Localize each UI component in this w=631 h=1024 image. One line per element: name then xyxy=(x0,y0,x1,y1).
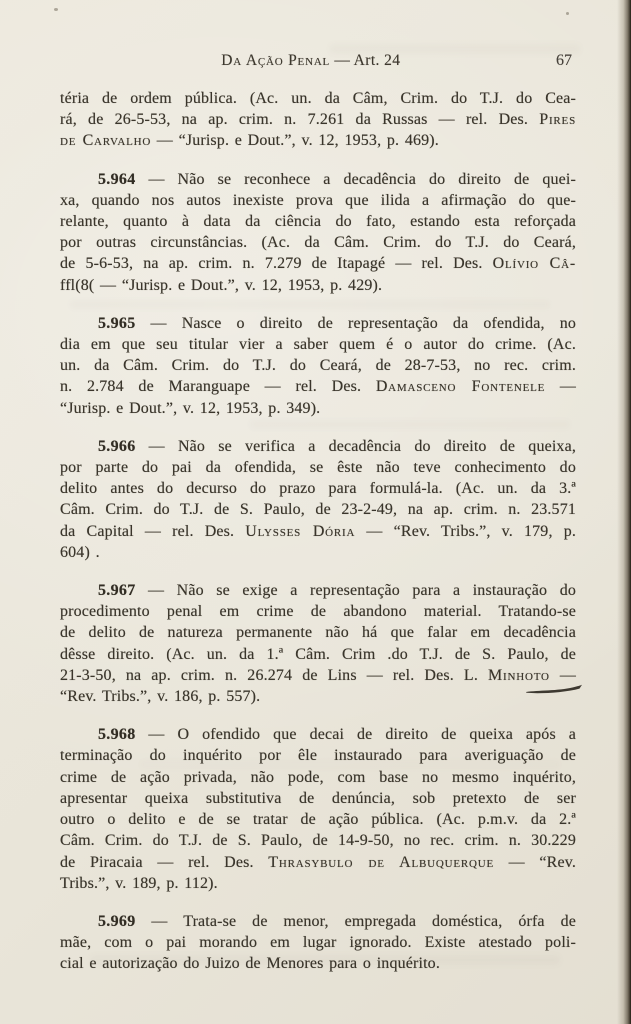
text-segment: Câm. Crim. do T.J. de S. Paulo, de 23-2-49, na ap. crim. n. 23.571 xyxy=(60,501,576,519)
item-number: 5.968 xyxy=(98,726,136,744)
running-title xyxy=(221,52,400,70)
text-segment: n. 2.784 de Maranguape — rel. Des. xyxy=(60,378,376,396)
text-line xyxy=(60,745,576,766)
item-number: 5.969 xyxy=(98,912,136,930)
text-line xyxy=(60,665,576,686)
text-line xyxy=(60,355,576,376)
text-line xyxy=(60,852,576,873)
text-segment: — “Jurisp. e Dout.”, v. 12, 1953, p. 469). xyxy=(151,132,439,150)
text-line xyxy=(60,911,576,932)
text-line xyxy=(60,809,576,830)
text-segment: dia em que seu titular vier a saber quem é o autor do crime. (Ac. xyxy=(60,336,576,354)
text-line xyxy=(60,436,576,457)
item-number: 5.964 xyxy=(98,170,136,188)
text-segment: un. da Câm. Crim. do T.J. do Ceará, de 28-7-53, no rec. crim. xyxy=(60,357,576,375)
text-segment: dêsse direito. (Ac. un. da 1.ª Câm. Crim .do T.J. de S. Paulo, de xyxy=(60,645,576,663)
paragraph xyxy=(60,911,576,975)
text-line xyxy=(60,542,576,563)
text-line xyxy=(60,457,576,478)
text-segment: da Capital — rel. Des. xyxy=(60,522,246,540)
text-line xyxy=(60,932,576,953)
text-segment: — Nasce o direito de representação da ofendida, no xyxy=(135,314,576,332)
text-line xyxy=(60,521,576,542)
text-line xyxy=(60,275,576,296)
page-body xyxy=(60,88,576,975)
person-name: Pires xyxy=(539,111,576,129)
text-segment: — xyxy=(545,378,576,396)
text-segment: — xyxy=(549,666,576,684)
text-line xyxy=(60,376,576,397)
text-segment: terminação do inquérito por êle instaurado para averiguação de xyxy=(60,747,576,765)
text-line xyxy=(60,499,576,520)
text-segment: téria de ordem pública. (Ac. un. da Câm, Crim. do T.J. do Cea- xyxy=(60,90,576,107)
text-segment: procedimento penal em crime de abandono material. Tratando-se xyxy=(60,603,576,621)
page-edge-shadow xyxy=(617,0,631,1024)
text-segment: Tribs.”, v. 189, p. 112). xyxy=(60,874,218,892)
text-line xyxy=(60,622,576,643)
text-segment: relante, quanto à data da ciência do fato, estando esta reforçada xyxy=(60,213,576,231)
text-segment: rá, de 26-5-53, na ap. crim. n. 7.261 da Russas — rel. Des. xyxy=(60,111,540,129)
text-segment: xa, quando nos autos inexiste prova que ilida a afirmação do que- xyxy=(60,191,576,209)
text-segment: de 5-6-53, na ap. crim. n. 7.279 de Itapagé — rel. Des. xyxy=(60,255,493,273)
paragraph xyxy=(60,436,576,563)
text-line xyxy=(60,398,576,419)
text-line xyxy=(60,686,576,707)
text-line xyxy=(60,873,576,894)
page-header xyxy=(60,52,576,74)
text-segment: “Rev. Tribs.”, v. 186, p. 557). xyxy=(60,688,261,706)
text-line xyxy=(60,580,576,601)
paragraph xyxy=(60,169,576,296)
text-line xyxy=(60,478,576,499)
paragraph xyxy=(60,580,576,707)
text-segment: — O ofendido que decai de direito de queixa após a xyxy=(135,726,576,744)
text-line xyxy=(60,88,576,109)
text-segment: — Trata-se de menor, empregada doméstica, órfa de xyxy=(135,912,576,930)
text-segment: 21-3-50, na ap. crim. n. 26.274 de Lins — rel. Des. L. xyxy=(60,666,489,684)
text-segment: — Não se reconhece a decadência do direito de quei- xyxy=(135,170,576,188)
person-name: Olívio Câ- xyxy=(492,255,576,273)
text-segment: 604) . xyxy=(60,543,100,561)
text-line xyxy=(60,232,576,253)
text-line xyxy=(60,211,576,232)
text-line xyxy=(60,788,576,809)
person-name: Damasceno Fontenele xyxy=(375,378,546,396)
text-segment: ffl(8( — “Jurisp. e Dout.”, v. 12, 1953, p. 429). xyxy=(60,276,383,294)
text-line xyxy=(60,169,576,190)
text-line xyxy=(60,334,576,355)
text-line xyxy=(60,190,576,211)
paragraph xyxy=(60,313,576,419)
text-segment: delito antes do decurso do prazo para formulá-la. (Ac. un. da 3.ª xyxy=(60,480,576,498)
person-name: Thrasybulo de Albuquerque xyxy=(268,853,495,871)
paper-speck xyxy=(54,8,58,11)
text-segment: por parte do pai da ofendida, se êste não teve conhecimento do xyxy=(60,459,576,477)
text-line xyxy=(60,253,576,274)
text-segment: de delito de natureza permanente não há que falar em decadência xyxy=(60,624,576,642)
text-line xyxy=(60,644,576,665)
text-segment: — “Rev. xyxy=(494,853,576,871)
item-number: 5.967 xyxy=(98,582,136,600)
text-line xyxy=(60,109,576,130)
text-segment: apresentar queixa substitutiva de denúncia, sob pretexto de ser xyxy=(60,789,576,807)
paragraph xyxy=(60,724,576,894)
text-segment: — Não se verifica a decadência do direito de queixa, xyxy=(135,437,576,455)
text-segment: — “Rev. Tribs.”, v. 179, p. xyxy=(355,522,576,540)
text-segment: de Piracaia — rel. Des. xyxy=(60,853,269,871)
item-number: 5.966 xyxy=(98,437,136,455)
text-segment: “Jurisp. e Dout.”, v. 12, 1953, p. 349). xyxy=(60,399,321,417)
item-number: 5.965 xyxy=(98,314,136,332)
person-name: de Carvalho xyxy=(60,132,152,150)
text-segment: por outras circunstâncias. (Ac. da Câm. Crim. do T.J. do Ceará, xyxy=(60,234,576,252)
text-line xyxy=(60,830,576,851)
text-line xyxy=(60,313,576,334)
page-number: 67 xyxy=(556,52,572,69)
text-line xyxy=(60,724,576,745)
paper-speck xyxy=(566,12,569,15)
text-line xyxy=(60,130,576,151)
text-segment: mãe, com o pai morando em lugar ignorado. Existe atestado poli- xyxy=(60,934,576,952)
text-segment: outro o delito e de se tratar de ação pública. (Ac. p.m.v. da 2.ª xyxy=(60,811,576,829)
text-segment: Câm. Crim. do T.J. de S. Paulo, de 14-9-50, no rec. crim. n. 30.229 xyxy=(60,832,576,850)
paragraph xyxy=(60,88,576,152)
text-segment: crime de ação privada, não pode, com base no mesmo inquérito, xyxy=(60,768,576,786)
person-name: Minhoto xyxy=(488,666,550,684)
person-name: Ulysses Dória xyxy=(245,522,356,540)
text-line xyxy=(60,953,576,974)
text-segment: cial e autorização do Juizo de Menores para o inquérito. xyxy=(60,955,440,973)
text-line xyxy=(60,767,576,788)
text-line xyxy=(60,601,576,622)
running-title-chapter: Da Ação Penal xyxy=(221,52,331,69)
text-segment: — Não se exige a representação para a instauração do xyxy=(135,582,576,600)
running-title-article: — Art. 24 xyxy=(330,52,401,69)
